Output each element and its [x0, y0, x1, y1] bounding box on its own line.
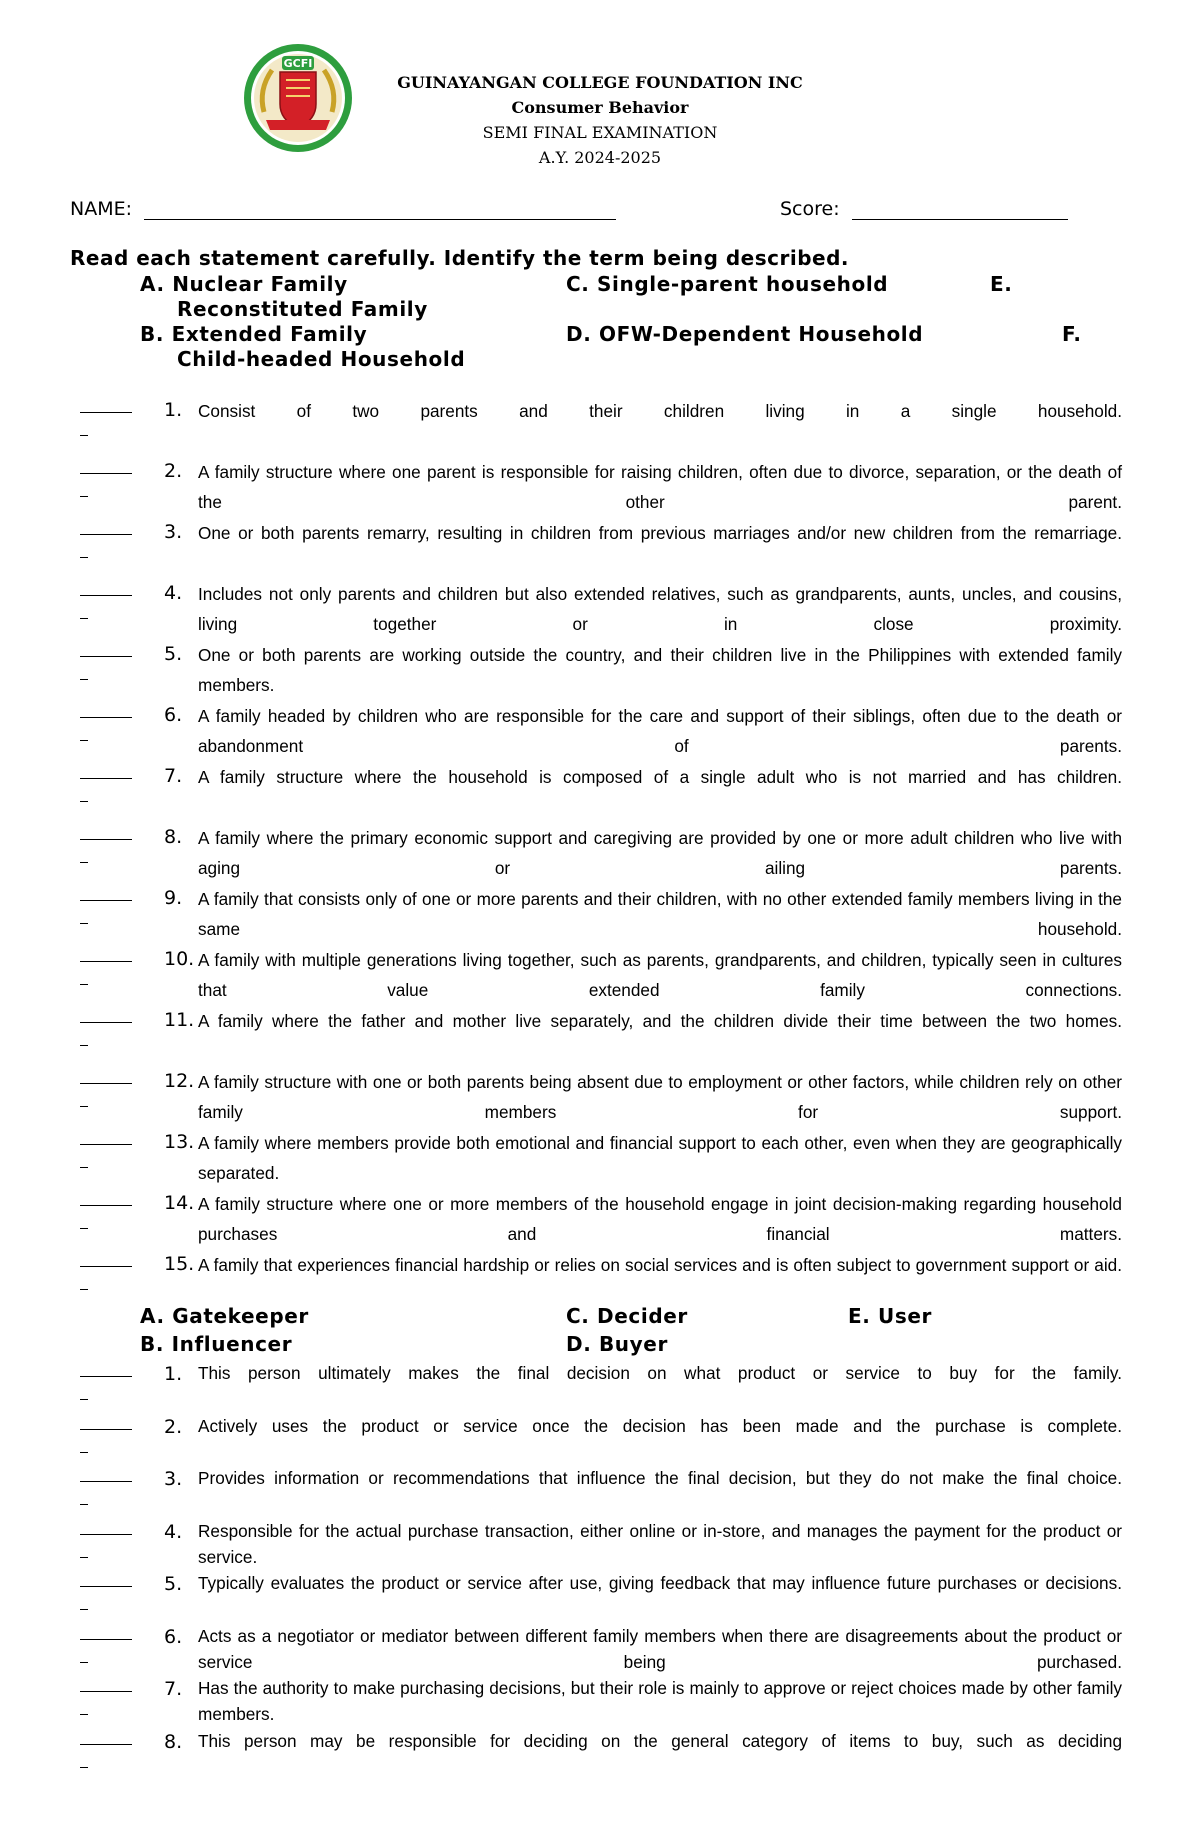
answer-blank[interactable] [80, 398, 136, 436]
question-item [80, 642, 1120, 703]
question-item [80, 1467, 1120, 1520]
answer-blank[interactable] [80, 1069, 136, 1107]
part2-items [80, 1362, 1120, 1782]
question-item [80, 1520, 1120, 1573]
question-text: One or both parents are working outside the country, and their children live in the Philippines with extended family members. [198, 645, 1122, 695]
question-item [80, 1572, 1120, 1625]
role-choice-b: B. Influencer [140, 1332, 293, 1356]
answer-blank[interactable] [80, 1130, 136, 1168]
role-choice-a: A. Gatekeeper [140, 1304, 309, 1328]
question-number: 4. [164, 582, 183, 604]
answer-blank[interactable] [80, 1008, 136, 1046]
question-number: 3. [164, 521, 183, 543]
question-item [80, 1625, 1120, 1678]
exam-header [360, 70, 840, 170]
question-number: 12. [164, 1070, 195, 1092]
answer-blank[interactable] [80, 886, 136, 924]
choice-e: Reconstituted Family [177, 297, 428, 321]
question-text: Consist of two parents and their children living in a single household. [198, 401, 1122, 421]
answer-blank[interactable] [80, 764, 136, 802]
question-number: 15. [164, 1253, 195, 1275]
question-number: 7. [164, 765, 183, 787]
question-item [80, 1069, 1120, 1130]
question-number: 8. [164, 1730, 183, 1753]
answer-blank[interactable] [80, 581, 136, 619]
question-text: Acts as a negotiator or mediator between different family members when there are disagreements about the product or service being purchased. [198, 1625, 1122, 1672]
question-number: 14. [164, 1192, 195, 1214]
exam-title: SEMI FINAL EXAMINATION [482, 123, 718, 142]
question-item [80, 459, 1120, 520]
question-text: A family that consists only of one or more parents and their children, with no other extended family members living in the same household. [198, 889, 1122, 939]
question-item [80, 825, 1120, 886]
question-number: 8. [164, 826, 183, 848]
score-blank[interactable] [852, 199, 1068, 220]
answer-blank[interactable] [80, 642, 136, 680]
question-number: 6. [164, 1625, 183, 1648]
score-label: Score: [780, 198, 840, 220]
choice-a: A. Nuclear Family [140, 272, 348, 296]
answer-blank[interactable] [80, 1730, 136, 1768]
school-name: GUINAYANGAN COLLEGE FOUNDATION INC [397, 73, 803, 92]
question-text: Provides information or recommendations that influence the final decision, but they do not make the final choice. [198, 1468, 1122, 1488]
question-text: Includes not only parents and children but also extended relatives, such as grandparents, aunts, uncles, and cousins, living together or in close proximity. [198, 584, 1122, 634]
question-text: Has the authority to make purchasing decisions, but their role is mainly to approve or reject choices made by other family members. [198, 1678, 1122, 1724]
answer-blank[interactable] [80, 1362, 136, 1400]
question-number: 3. [164, 1468, 183, 1490]
question-item [80, 1415, 1120, 1468]
question-number: 2. [164, 460, 183, 482]
answer-blank[interactable] [80, 459, 136, 497]
question-number: 5. [164, 1573, 183, 1595]
question-item [80, 1191, 1120, 1252]
question-text: Actively uses the product or service once the decision has been made and the purchase is complete. [198, 1415, 1122, 1436]
question-item [80, 1730, 1120, 1783]
score-field [780, 198, 1068, 220]
part1-items [80, 398, 1120, 1313]
question-number: 1. [164, 399, 183, 421]
question-item [80, 1130, 1120, 1191]
school-logo [242, 42, 354, 154]
question-text: A family where the father and mother live separately, and the children divide their time between the two homes. [198, 1011, 1122, 1031]
answer-blank[interactable] [80, 520, 136, 558]
question-item [80, 581, 1120, 642]
answer-blank[interactable] [80, 1572, 136, 1610]
choice-e-letter: E. [990, 272, 1013, 296]
answer-blank[interactable] [80, 1520, 136, 1558]
question-item [80, 703, 1120, 764]
question-text: A family structure where the household is composed of a single adult who is not married and has children. [198, 767, 1122, 787]
question-text: A family structure where one or more members of the household engage in joint decision-making regarding household purchases and financial matters. [198, 1194, 1122, 1244]
question-item [80, 886, 1120, 947]
name-label: NAME: [70, 198, 133, 220]
name-blank[interactable] [144, 199, 616, 220]
choice-c: C. Single-parent household [566, 272, 889, 296]
question-text: Responsible for the actual purchase transaction, either online or in-store, and manages the payment for the product or service. [198, 1520, 1122, 1567]
question-text: A family structure where one parent is responsible for raising children, often due to divorce, separation, or the death of the other parent. [198, 462, 1122, 512]
question-number: 5. [164, 643, 183, 665]
choice-b: B. Extended Family [140, 322, 368, 346]
question-item [80, 520, 1120, 581]
answer-blank[interactable] [80, 1677, 136, 1715]
role-choice-d: D. Buyer [566, 1332, 668, 1356]
question-text: This person ultimately makes the final decision on what product or service to buy for the family. [198, 1363, 1122, 1383]
answer-blank[interactable] [80, 825, 136, 863]
question-number: 4. [164, 1520, 183, 1543]
answer-blank[interactable] [80, 1415, 136, 1453]
choice-f: Child-headed Household [177, 347, 466, 371]
question-item [80, 764, 1120, 825]
question-number: 13. [164, 1131, 195, 1153]
question-number: 1. [164, 1363, 183, 1385]
question-item [80, 947, 1120, 1008]
answer-blank[interactable] [80, 1191, 136, 1229]
role-choice-e: E. User [848, 1304, 932, 1328]
question-text: A family that experiences financial hardship or relies on social services and is often subject to government support or aid. [198, 1255, 1122, 1275]
question-item [80, 1677, 1120, 1730]
question-number: 6. [164, 704, 183, 726]
question-number: 9. [164, 887, 183, 909]
name-field [70, 198, 616, 220]
question-item [80, 1008, 1120, 1069]
answer-blank[interactable] [80, 1467, 136, 1505]
choice-f-letter: F. [1062, 322, 1082, 346]
question-number: 10. [164, 948, 195, 970]
answer-blank[interactable] [80, 1252, 136, 1290]
question-number: 7. [164, 1678, 183, 1700]
question-text: A family with multiple generations living together, such as parents, grandparents, and children, typically seen in cultures that value extended family connections. [198, 950, 1122, 1000]
question-number: 11. [164, 1009, 195, 1031]
question-text: A family where the primary economic support and caregiving are provided by one or more adult children who live with aging or ailing parents. [198, 828, 1122, 878]
question-text: A family structure with one or both parents being absent due to employment or other factors, while children rely on other family members for support. [198, 1072, 1122, 1122]
question-text: A family headed by children who are responsible for the care and support of their siblings, often due to the death or abandonment of parents. [198, 706, 1122, 756]
academic-year: A.Y. 2024-2025 [538, 148, 662, 167]
subject-title: Consumer Behavior [511, 98, 689, 117]
instructions: Read each statement carefully. Identify the term being described. [70, 246, 850, 270]
answer-blank[interactable] [80, 703, 136, 741]
question-item [80, 398, 1120, 459]
question-number: 2. [164, 1415, 183, 1438]
answer-blank[interactable] [80, 1625, 136, 1663]
answer-blank[interactable] [80, 947, 136, 985]
question-text: A family where members provide both emotional and financial support to each other, even when they are geographically separated. [198, 1133, 1122, 1183]
question-text: This person may be responsible for deciding on the general category of items to buy, such as deciding [198, 1730, 1122, 1751]
choice-d: D. OFW-Dependent Household [566, 322, 924, 346]
question-text: One or both parents remarry, resulting in children from previous marriages and/or new children from the remarriage. [198, 523, 1122, 543]
logo-text: GCFI [283, 57, 313, 70]
question-text: Typically evaluates the product or service after use, giving feedback that may influence future purchases or decisions. [198, 1573, 1122, 1593]
question-item [80, 1362, 1120, 1415]
role-choice-c: C. Decider [566, 1304, 688, 1328]
